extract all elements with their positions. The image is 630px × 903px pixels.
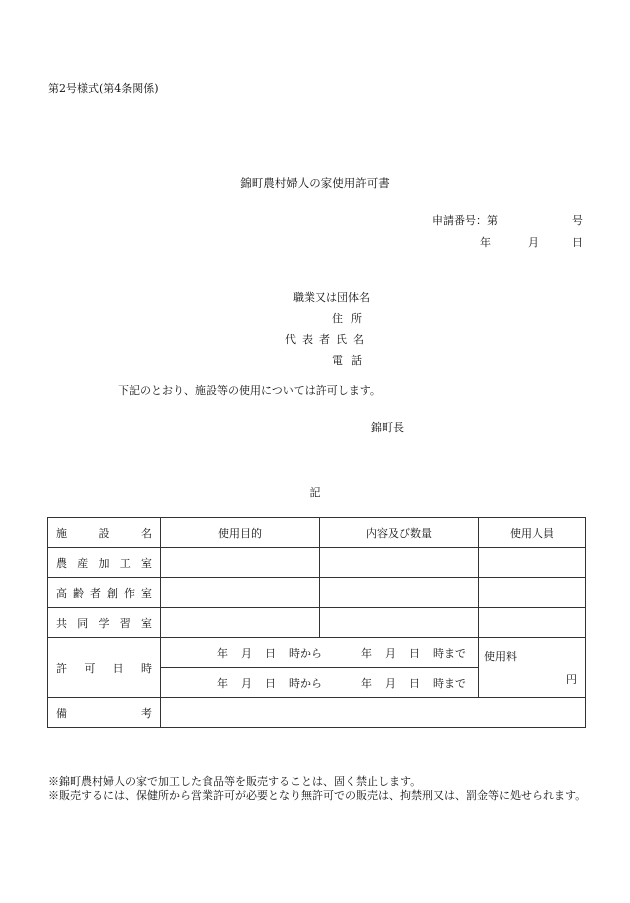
facility-name: 高齢者創作室 <box>48 578 161 608</box>
table-header-row <box>48 518 586 548</box>
table-row <box>48 578 586 608</box>
persons-cell <box>479 578 586 608</box>
date-year: 年 <box>480 236 491 249</box>
content-cell <box>320 578 479 608</box>
document-title: 錦町農村婦人の家使用許可書 <box>240 176 390 190</box>
header-persons: 使用人員 <box>479 518 586 548</box>
form-number: 第2号様式(第4条関係) <box>48 82 159 95</box>
usage-fee-label: 使用料 <box>484 650 517 663</box>
permit-datetime-range-1: 年 月 日 時から 年 月 日 時まで <box>161 638 479 668</box>
remarks-cell <box>161 698 586 728</box>
facility-name: 農産加工室 <box>48 548 161 578</box>
phone-label: 電話 <box>332 354 370 367</box>
table-row <box>48 548 586 578</box>
purpose-cell <box>161 578 320 608</box>
content-cell <box>320 548 479 578</box>
remarks-row <box>48 698 586 728</box>
date-day: 日 <box>572 236 583 249</box>
facility-name: 共同学習室 <box>48 608 161 638</box>
purpose-cell <box>161 608 320 638</box>
note-2: ※販売するには、保健所から営業許可が必要となり無許可での販売は、拘禁刑又は、罰金等に処せられます。 <box>48 789 587 802</box>
header-facility: 施設名 <box>48 518 161 548</box>
application-number-suffix: 号 <box>572 214 583 227</box>
persons-cell <box>479 608 586 638</box>
permit-datetime-label: 許可日時 <box>48 638 161 698</box>
permit-datetime-row-1 <box>48 638 586 668</box>
persons-cell <box>479 548 586 578</box>
usage-fee-cell <box>479 638 586 698</box>
applicant-block <box>250 289 370 373</box>
permit-statement: 下記のとおり、施設等の使用については許可します。 <box>118 384 381 397</box>
table-row <box>48 608 586 638</box>
facility-use-table <box>47 517 586 728</box>
remarks-label: 備考 <box>48 698 161 728</box>
content-cell <box>320 608 479 638</box>
date-month: 月 <box>528 236 539 249</box>
purpose-cell <box>161 548 320 578</box>
issuer: 錦町長 <box>371 421 404 434</box>
permit-datetime-range-2: 年 月 日 時から 年 月 日 時まで <box>161 668 479 698</box>
header-purpose: 使用目的 <box>161 518 320 548</box>
note-1: ※錦町農村婦人の家で加工した食品等を販売することは、固く禁止します。 <box>48 775 422 788</box>
occupation-label: 職業又は団体名 <box>293 291 370 304</box>
usage-fee-unit: 円 <box>566 673 577 686</box>
representative-label: 代表者氏名 <box>285 333 370 346</box>
ki-heading: 記 <box>309 486 321 499</box>
header-content: 内容及び数量 <box>320 518 479 548</box>
application-number-label: 申請番号：第 <box>432 214 498 227</box>
address-label: 住所 <box>332 312 370 325</box>
